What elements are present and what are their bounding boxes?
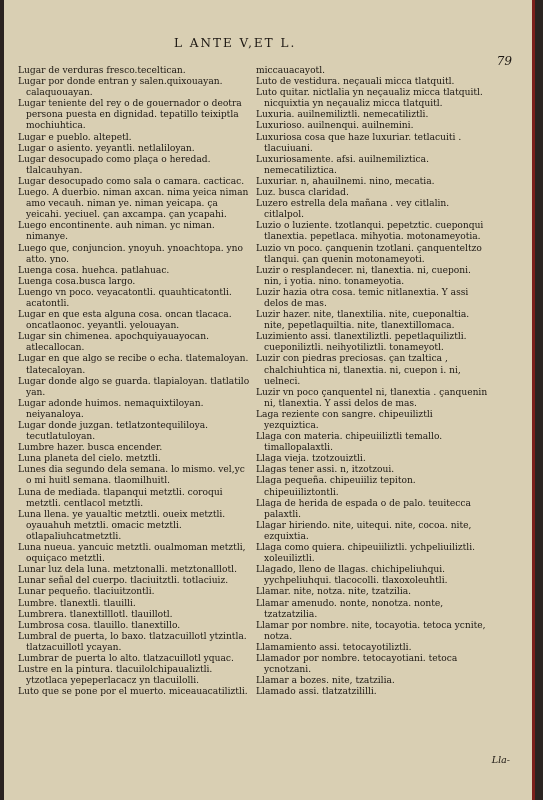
dictionary-entry: Llaga pequeña. chipeuiiliz tepiton. chipeuiiliztontli. bbox=[256, 476, 416, 498]
dictionary-entry: Llagar hiriendo. nite, uitequi. nite, cocoa. nite, ezquixtia. bbox=[256, 520, 472, 542]
dictionary-entry: Laga reziente con sangre. chipeuiliztli yezquiztica. bbox=[256, 409, 433, 431]
dictionary-entry: Luenga cosa. huehca. patlahuac. bbox=[18, 265, 170, 276]
dictionary-entry: Lugar donde juzgan. tetlatzontequililoya. tecutlatuloyan. bbox=[18, 421, 209, 443]
dictionary-entry: Luxuriar. n, ahauilnemi. nino, mecatia. bbox=[256, 176, 435, 187]
dictionary-entry: Luzir con piedras preciosas. çan tzaltica , chalchiuhtica ni, tlanextia. ni, cuepon i. ni, uelneci. bbox=[256, 354, 461, 387]
dictionary-entry: Lugar sin chimenea. apochquiyauayocan. atlecallocan. bbox=[18, 332, 209, 354]
dictionary-entry: Lugar adonde huimos. nemaquixtiloyan. neiyanaloya. bbox=[18, 398, 204, 420]
dictionary-entry: Luzir vn poco çanquentel ni, tlanextia . çanquenin ni, tlanextia. Y assi delos de mas. bbox=[256, 387, 488, 409]
dictionary-entry: Luxuria. auilnemiliztli. nemecatiliztli. bbox=[256, 110, 429, 121]
dictionary-entry: Llamar a bozes. nite, tzatzilia. bbox=[256, 676, 395, 687]
dictionary-entry: Luna planeta del cielo. metztli. bbox=[18, 454, 161, 465]
dictionary-entry: miccauacayotl. bbox=[256, 66, 325, 76]
right-column bbox=[256, 66, 488, 698]
page-number: 79 bbox=[496, 54, 512, 68]
dictionary-entry: Lunar pequeño. tlaciuitzontli. bbox=[18, 587, 155, 598]
dictionary-entry: Luz. busca claridad. bbox=[256, 188, 349, 199]
dictionary-entry: Llaga como quiera. chipeuiiliztli. ychpeliuiliztli. xoleuiliztli. bbox=[256, 543, 476, 565]
dictionary-entry: Luxurioso. auilnenqui. auilnemini. bbox=[256, 121, 414, 132]
dictionary-entry: Llamar por nombre. nite, tocayotia. tetoca ycnite, notza. bbox=[256, 620, 486, 642]
dictionary-entry: Luna nueua. yancuic metztli. oualmoman metztli, oquiçaco metztli. bbox=[18, 543, 246, 565]
dictionary-entry: Lustre en la pintura. tlacuilolchipaualiztli. ytzotlaca yepeperlacacz yn tlacuilolli. bbox=[18, 665, 213, 687]
dictionary-entry: Llaga de herida de espada o de palo. teuitecca palaxtli. bbox=[256, 498, 471, 520]
dictionary-entry: Llaga con materia. chipeuiiliztli temallo. timallopalaxtli. bbox=[256, 432, 443, 454]
dictionary-entry: Llamado assi. tlatzatzililli. bbox=[256, 687, 377, 698]
dictionary-entry: Luego que, conjuncion. ynoyuh. ynoachtopa. yno atto. yno. bbox=[18, 243, 243, 265]
running-header: L ANTE V,ET L. bbox=[174, 36, 297, 50]
dictionary-entry: Llaga vieja. tzotzouiztli. bbox=[256, 454, 366, 465]
dictionary-entry: Luto quitar. nictlalia yn neçaualiz micca tlatquitl. nicquixtia yn neçaualiz micca tlatquitl. bbox=[256, 88, 483, 110]
dictionary-entry: Luzir hazer. nite, tlanextilia. nite, cueponaltia. nite, pepetlaquiltia. nite, tlanextillomaca. bbox=[256, 310, 470, 332]
dictionary-entry: Llamador por nombre. tetocayotiani. tetoca ycnotzani. bbox=[256, 653, 458, 676]
dictionary-entry: Lugar desocupado como plaça o heredad. tlalcauhyan. bbox=[18, 154, 211, 176]
dictionary-entry: Luto de vestidura. neçauali micca tlatquitl. bbox=[256, 77, 455, 88]
dictionary-entry: Llagas tener assi. n, itzotzoui. bbox=[256, 465, 395, 476]
catchword: Lla- bbox=[491, 755, 510, 766]
dictionary-entry: Lugar de verduras fresco.teceltican. bbox=[18, 66, 186, 76]
dictionary-entry: Luenga cosa.busca largo. bbox=[18, 276, 136, 287]
dictionary-entry: Lunar señal del cuerpo. tlaciuitztli. totlaciuiz. bbox=[18, 576, 229, 587]
book-page bbox=[4, 0, 535, 800]
dictionary-entry: Lugar en que algo se recibe o echa. tlatemaloyan. tlatecaloyan. bbox=[18, 354, 249, 376]
dictionary-entry: Lugar por donde entran y salen.quixouayan. calaquouayan. bbox=[18, 77, 223, 99]
dictionary-entry: Lugar e pueblo. altepetl. bbox=[18, 132, 132, 143]
dictionary-entry: Luzio vn poco. çanquenin tzotlani. çanquenteltzo tlanqui. çan quenin motonameyoti. bbox=[256, 243, 482, 265]
dictionary-entry: Luxuriosamente. afsi. auilnemiliztica. nemecatiliztica. bbox=[256, 154, 429, 176]
dictionary-entry: Luengo vn poco. veyacatontli. quauhticatontli. acatontli. bbox=[18, 287, 232, 309]
dictionary-entry: Luzero estrella dela mañana . vey citlalin. citlalpol. bbox=[256, 199, 450, 221]
dictionary-entry: Llamar amenudo. nonte, nonotza. nonte, tzatzatzilia. bbox=[256, 598, 444, 620]
dictionary-entry: Luzio o luziente. tzotlanqui. pepetztic. cueponqui tlanextia. pepetlaca. mihyotia. motonameyotia. bbox=[256, 221, 484, 243]
dictionary-entry: Llamar. nite, notza. nite, tzatzilia. bbox=[256, 587, 412, 598]
dictionary-entry: Lugar teniente del rey o de gouernador o deotra persona puesta en dignidad. tepatillo teixiptla mochiuhtica. bbox=[18, 99, 242, 132]
dictionary-entry: Luego. A duerbio. niman axcan. nima yeica niman amo vecauh. niman ye. niman yeicapa. ça yeicahi. yeciuel. çan axcampa. çan ycapahi. bbox=[18, 188, 249, 221]
dictionary-entry: Lumbral de puerta, lo baxo. tlatzacuillotl ytzintla. tlatzacuillotl ycayan. bbox=[18, 631, 247, 653]
dictionary-entry: Lumbrera. tlanextilllotl. tlauillotl. bbox=[18, 609, 173, 620]
dictionary-entry: Lumbrar de puerta lo alto. tlatzacuillotl yquac. bbox=[18, 653, 234, 664]
dictionary-entry: Luzir o resplandecer. ni, tlanextia. ni, cueponi. nin, i yotia. nino. tonameyotia. bbox=[256, 265, 471, 287]
dictionary-entry: Lugar en que esta alguna cosa. oncan tlacaca. oncatlaonoc. yeyantli. yelouayan. bbox=[18, 310, 232, 332]
dictionary-entry: Lumbre hazer. busca encender. bbox=[18, 443, 163, 454]
dictionary-entry: Luto que se pone por el muerto. miceauacatiliztli. bbox=[18, 687, 248, 698]
dictionary-entry: Lunes dia segundo dela semana. lo mismo. vel,yc o mi huitl semana. tlaomilhuitl. bbox=[18, 465, 245, 487]
dictionary-entry: Lugar desocupado como sala o camara. cacticac. bbox=[18, 176, 245, 187]
dictionary-entry: Llagado, lleno de llagas. chichipeliuhqui. yychpeliuhqui. tlacocolli. tlaxoxoleuhtli. bbox=[256, 565, 448, 587]
dictionary-entry: Luzimiento assi. tlanextiliztli. pepetlaquiliztli. cueponiliztli. neihyotiliztli. tonameyotl. bbox=[256, 332, 467, 354]
dictionary-entry: Lunar luz dela luna. metztonalli. metztonalllotl. bbox=[18, 565, 237, 576]
dictionary-entry: Luzir hazia otra cosa. temic nitlanextia. Y assi delos de mas. bbox=[256, 287, 469, 309]
dictionary-entry: Lumbre. tlanextli. tlauilli. bbox=[18, 598, 136, 609]
dictionary-entry: Lugar donde algo se guarda. tlapialoyan. tlatlatilo yan. bbox=[18, 376, 250, 398]
dictionary-entry: Luna de mediada. tlapanqui metztli. coroqui metztli. centlacol metztli. bbox=[18, 487, 223, 509]
dictionary-entry: Llamamiento assi. tetocayotiliztli. bbox=[256, 642, 412, 653]
dictionary-entry: Luna llena. ye yaualtic metztli. oueix metztli. oyauahuh metztli. omacic metztli. otlapaliuhcatmetztli. bbox=[18, 509, 226, 542]
dictionary-entry: Lumbrosa cosa. tlauillo. tlanextillo. bbox=[18, 620, 181, 631]
dictionary-entry: Luxuriosa cosa que haze luxuriar. tetlacuiti . tlacuiuani. bbox=[256, 132, 462, 154]
left-column bbox=[18, 66, 250, 698]
dictionary-entry: Luego encontinente. auh niman. yc niman. nimanye. bbox=[18, 221, 215, 243]
dictionary-entry: Lugar o asiento. yeyantli. netlaliloyan. bbox=[18, 143, 195, 154]
